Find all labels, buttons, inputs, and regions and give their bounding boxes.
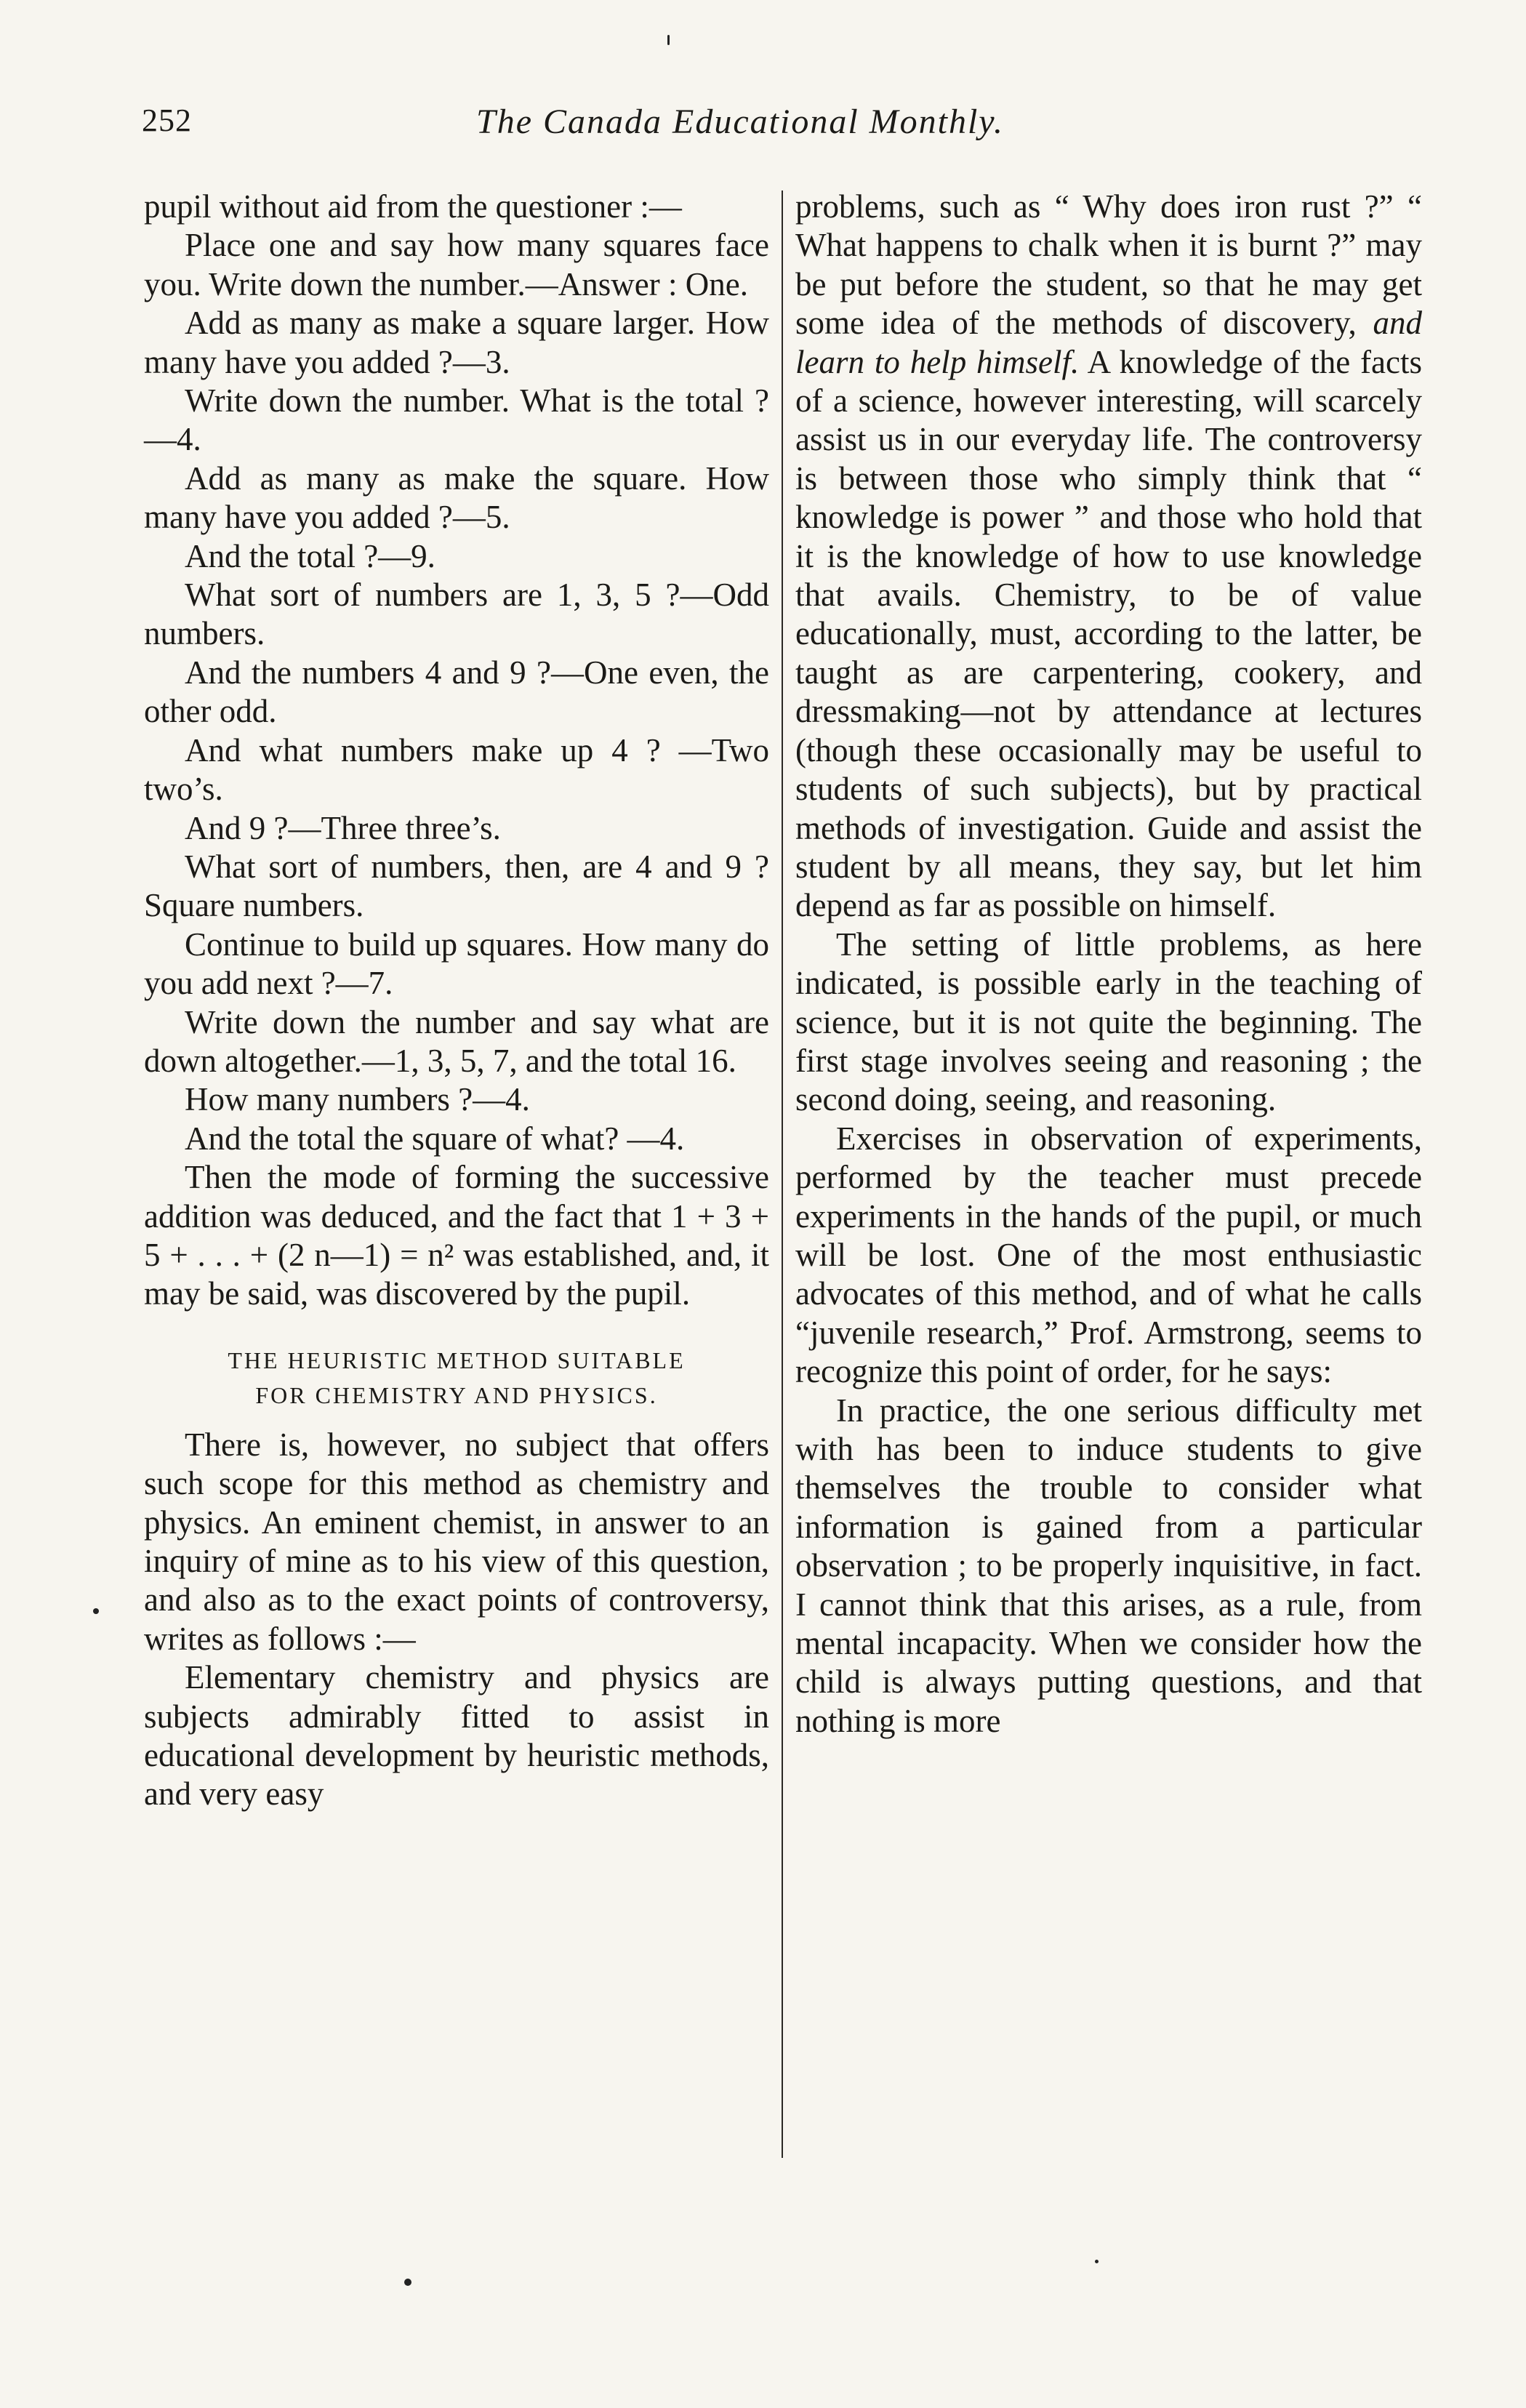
paragraph: Elementary chemistry and physics are subjects admirably fitted to assist in educational development by heuristic methods, and very easy <box>144 1659 769 1813</box>
paragraph: Place one and say how many squares face you. Write down the number.—Answer : One. <box>144 227 769 302</box>
paragraph: What sort of numbers, then, are 4 and 9 ? Square numbers. <box>144 848 769 924</box>
column-divider <box>782 190 783 2158</box>
paragraph: Then the mode of forming the successive addition was deduced, and the fact that 1 + 3 + 5 + . . . + (2 n—1) = n² was established, and, it may be said, was discovered by the pupil. <box>144 1159 769 1312</box>
right-column <box>795 188 1422 1741</box>
page-number: 252 <box>142 103 192 138</box>
paragraph: Add as many as make a square larger. How many have you added ?—3. <box>144 305 769 380</box>
scan-speck <box>404 2279 411 2286</box>
paragraph: pupil without aid from the questioner :— <box>144 188 682 225</box>
section-heading-line: FOR CHEMISTRY AND PHYSICS. <box>255 1381 658 1408</box>
paragraph: Add as many as make the square. How many have you added ?—5. <box>144 459 769 536</box>
paragraph: And what numbers make up 4 ? —Two two’s. <box>144 731 769 808</box>
paragraph: And the total ?—9. <box>185 537 435 574</box>
left-column <box>144 188 769 1814</box>
paragraph: The setting of little problems, as here indicated, is possible early in the teaching of science, but it is not quite the beginning. The first stage involves seeing and reasoning ; the second doing, seeing, and reasoning. <box>795 926 1422 1118</box>
scan-speck <box>93 1608 99 1614</box>
paragraph: Exercises in observation of experiments, performed by the teacher must precede experiments in the hands of the pupil, or much will be lost. One of the most enthusiastic advocates of this method, and of what he calls “juvenile research,” Prof. Armstrong, seems to recognize this point of order, for he says: <box>795 1120 1422 1390</box>
running-header <box>142 102 1392 153</box>
paragraph: And the numbers 4 and 9 ?—One even, the other odd. <box>144 654 769 730</box>
paragraph-text: A knowledge of the facts of a science, however interesting, will scarcely assist us in our everyday life. The controversy is between those who simply think that “ knowledge is power ” and those who hold that it is the knowledge of how to use knowledge that avails. Chemistry, to be of value educationally, must, according to the latter, be taught as are carpentering, cookery, and dressmaking—not by attendance at lectures (though these occasionally may be useful to students of such subjects), but by practical methods of investigation. Guide and assist the student by all means, they say, but let him depend as far as possible on himself. <box>795 343 1422 924</box>
paragraph: What sort of numbers are 1, 3, 5 ?—Odd numbers. <box>144 577 769 652</box>
scan-speck <box>667 35 670 45</box>
paragraph: How many numbers ?—4. <box>185 1081 530 1118</box>
paragraph: Write down the number and say what are down altogether.—1, 3, 5, 7, and the total 16. <box>144 1003 769 1079</box>
paragraph: And 9 ?—Three three’s. <box>185 809 501 846</box>
scan-speck <box>1095 2260 1099 2263</box>
paragraph: And the total the square of what? —4. <box>185 1120 685 1157</box>
paragraph: In practice, the one serious difficulty met with has been to induce students to give themselves the trouble to consider what information is gained from a particular observation ; to be properly inquisitive, in fact. I cannot think that this arises, as a rule, from mental incapacity. When we consider how the child is always putting questions, and that nothing is more <box>795 1392 1422 1739</box>
section-heading <box>144 1343 769 1413</box>
emphasis-text: and learn to help himself. <box>795 305 1422 380</box>
section-heading-line: THE HEURISTIC METHOD SUITABLE <box>228 1347 686 1373</box>
paragraph: Write down the number. What is the total ?—4. <box>144 382 769 458</box>
paragraph: There is, however, no subject that offers such scope for this method as chemistry and physics. An eminent chemist, in answer to an inquiry of mine as to his view of this question, and also as to the exact points of controversy, writes as follows :— <box>144 1426 769 1657</box>
paragraph-text: problems, such as “ Why does iron rust ?” “ What happens to chalk when it is burnt ?” may be put before the student, so that he may get some idea of the methods of discovery, <box>795 188 1422 342</box>
paragraph <box>795 188 1422 926</box>
running-title: The Canada Educational Monthly. <box>476 103 1004 141</box>
paragraph: Continue to build up squares. How many do you add next ?—7. <box>144 926 769 1002</box>
